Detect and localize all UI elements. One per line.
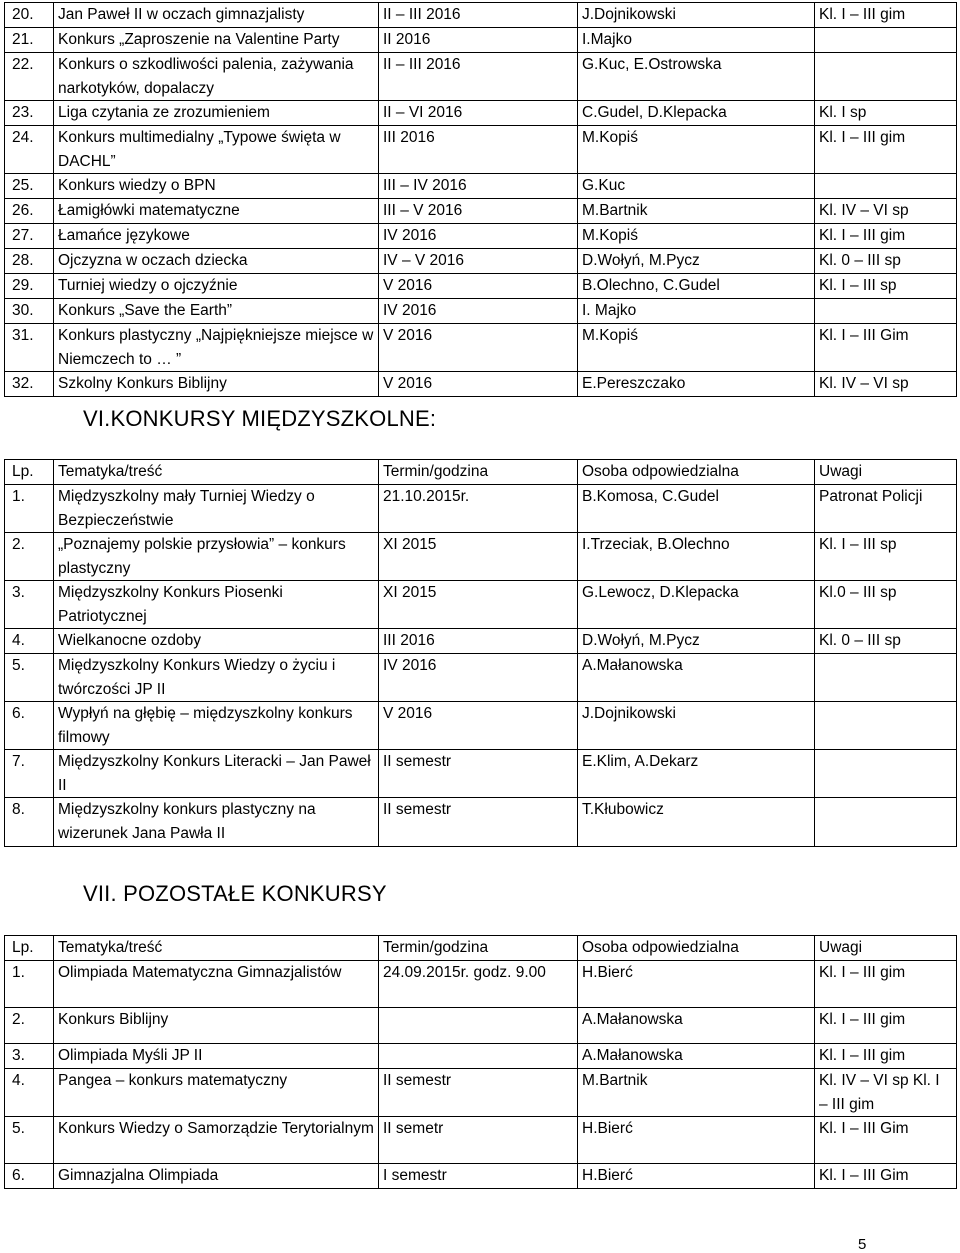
row-person: M.Bartnik bbox=[578, 1069, 815, 1117]
table-row bbox=[5, 702, 957, 750]
row-person: J.Dojnikowski bbox=[578, 3, 815, 28]
row-notes: Kl. 0 – III sp bbox=[815, 249, 957, 274]
row-notes: Kl. I – III sp bbox=[815, 274, 957, 299]
row-notes: Kl. I – III gim bbox=[815, 961, 957, 1008]
header-topic: Tematyka/treść bbox=[54, 460, 379, 485]
header-date: Termin/godzina bbox=[379, 936, 578, 961]
table-row bbox=[5, 101, 957, 126]
row-number: 2. bbox=[5, 1008, 54, 1044]
row-topic: Konkurs multimedialny „Typowe święta w DACHL” bbox=[54, 126, 379, 174]
row-notes bbox=[815, 702, 957, 750]
header-person: Osoba odpowiedzialna bbox=[578, 460, 815, 485]
row-notes: Patronat Policji bbox=[815, 485, 957, 533]
table-row bbox=[5, 324, 957, 372]
row-topic: Konkurs wiedzy o BPN bbox=[54, 174, 379, 199]
row-date bbox=[379, 1008, 578, 1044]
table-row bbox=[5, 249, 957, 274]
row-notes: Kl. I – III gim bbox=[815, 1008, 957, 1044]
row-topic: Wielkanocne ozdoby bbox=[54, 629, 379, 654]
table-row bbox=[5, 798, 957, 847]
row-number: 1. bbox=[5, 961, 54, 1008]
row-number: 4. bbox=[5, 629, 54, 654]
row-person: A.Małanowska bbox=[578, 1044, 815, 1069]
row-topic: Jan Paweł II w oczach gimnazjalisty bbox=[54, 3, 379, 28]
row-date: V 2016 bbox=[379, 372, 578, 397]
table-row bbox=[5, 533, 957, 581]
row-number: 25. bbox=[5, 174, 54, 199]
row-date: I semestr bbox=[379, 1164, 578, 1189]
row-number: 27. bbox=[5, 224, 54, 249]
row-number: 5. bbox=[5, 654, 54, 702]
row-person: B.Olechno, C.Gudel bbox=[578, 274, 815, 299]
row-date: III – V 2016 bbox=[379, 199, 578, 224]
table-row bbox=[5, 1044, 957, 1069]
page-number: 5 bbox=[858, 1236, 867, 1253]
row-person: I.Majko bbox=[578, 28, 815, 53]
other-competitions-table bbox=[4, 935, 957, 1189]
row-topic: Konkurs Biblijny bbox=[54, 1008, 379, 1044]
row-topic: Olimpiada Myśli JP II bbox=[54, 1044, 379, 1069]
row-number: 7. bbox=[5, 750, 54, 798]
row-number: 1. bbox=[5, 485, 54, 533]
table-row bbox=[5, 372, 957, 397]
table-header-row bbox=[5, 460, 957, 485]
row-person: C.Gudel, D.Klepacka bbox=[578, 101, 815, 126]
row-topic: Łamańce językowe bbox=[54, 224, 379, 249]
table-row bbox=[5, 1008, 957, 1044]
row-person: G.Lewocz, D.Klepacka bbox=[578, 581, 815, 629]
table-row bbox=[5, 174, 957, 199]
row-date: III 2016 bbox=[379, 126, 578, 174]
row-topic: Międzyszkolny Konkurs Wiedzy o życiu i twórczości JP II bbox=[54, 654, 379, 702]
row-topic: Konkurs „Zaproszenie na Valentine Party bbox=[54, 28, 379, 53]
row-notes bbox=[815, 174, 957, 199]
row-topic: Olimpiada Matematyczna Gimnazjalistów bbox=[54, 961, 379, 1008]
row-notes: Kl. I sp bbox=[815, 101, 957, 126]
table-row bbox=[5, 299, 957, 324]
row-person: I. Majko bbox=[578, 299, 815, 324]
row-number: 23. bbox=[5, 101, 54, 126]
header-number: Lp. bbox=[5, 936, 54, 961]
row-person: H.Bierć bbox=[578, 961, 815, 1008]
row-notes: Kl. I – III Gim bbox=[815, 1164, 957, 1189]
row-date: IV – V 2016 bbox=[379, 249, 578, 274]
row-notes: Kl.0 – III sp bbox=[815, 581, 957, 629]
row-date: V 2016 bbox=[379, 274, 578, 299]
section-heading-other: VII. POZOSTAŁE KONKURSY bbox=[83, 881, 387, 906]
inter-school-table bbox=[4, 459, 957, 847]
row-notes bbox=[815, 28, 957, 53]
table-row bbox=[5, 1117, 957, 1164]
row-notes bbox=[815, 654, 957, 702]
row-number: 5. bbox=[5, 1117, 54, 1164]
row-person: T.Kłubowicz bbox=[578, 798, 815, 847]
row-date bbox=[379, 1044, 578, 1069]
row-person: M.Bartnik bbox=[578, 199, 815, 224]
table-row bbox=[5, 629, 957, 654]
row-number: 30. bbox=[5, 299, 54, 324]
table-row bbox=[5, 274, 957, 299]
row-date: II – III 2016 bbox=[379, 53, 578, 101]
row-notes: Kl. I – III Gim bbox=[815, 324, 957, 372]
row-number: 24. bbox=[5, 126, 54, 174]
table-row bbox=[5, 53, 957, 101]
table-row bbox=[5, 224, 957, 249]
row-number: 20. bbox=[5, 3, 54, 28]
table-row bbox=[5, 961, 957, 1008]
row-date: II semestr bbox=[379, 798, 578, 847]
row-date: III – IV 2016 bbox=[379, 174, 578, 199]
row-person: D.Wołyń, M.Pycz bbox=[578, 249, 815, 274]
row-number: 6. bbox=[5, 702, 54, 750]
row-person: A.Małanowska bbox=[578, 1008, 815, 1044]
row-number: 2. bbox=[5, 533, 54, 581]
row-notes bbox=[815, 299, 957, 324]
row-notes: Kl. IV – VI sp bbox=[815, 199, 957, 224]
row-notes: Kl. I – III sp bbox=[815, 533, 957, 581]
row-date: IV 2016 bbox=[379, 654, 578, 702]
row-number: 8. bbox=[5, 798, 54, 847]
row-notes: Kl. I – III gim bbox=[815, 224, 957, 249]
row-topic: Liga czytania ze zrozumieniem bbox=[54, 101, 379, 126]
row-person: A.Małanowska bbox=[578, 654, 815, 702]
row-topic: Konkurs Wiedzy o Samorządzie Terytorialnym bbox=[54, 1117, 379, 1164]
row-topic: Szkolny Konkurs Biblijny bbox=[54, 372, 379, 397]
row-topic: Międzyszkolny Konkurs Piosenki Patriotycznej bbox=[54, 581, 379, 629]
header-topic: Tematyka/treść bbox=[54, 936, 379, 961]
row-date: V 2016 bbox=[379, 702, 578, 750]
row-date: XI 2015 bbox=[379, 581, 578, 629]
row-number: 3. bbox=[5, 1044, 54, 1069]
row-topic: „Poznajemy polskie przysłowia” – konkurs plastyczny bbox=[54, 533, 379, 581]
row-number: 6. bbox=[5, 1164, 54, 1189]
row-number: 3. bbox=[5, 581, 54, 629]
row-date: II 2016 bbox=[379, 28, 578, 53]
row-person: I.Trzeciak, B.Olechno bbox=[578, 533, 815, 581]
row-date: V 2016 bbox=[379, 324, 578, 372]
row-topic: Konkurs plastyczny „Najpiękniejsze miejsce w Niemczech to … ” bbox=[54, 324, 379, 372]
row-person: J.Dojnikowski bbox=[578, 702, 815, 750]
row-date: II semestr bbox=[379, 1069, 578, 1117]
row-notes: Kl. IV – VI sp Kl. I – III gim bbox=[815, 1069, 957, 1117]
row-topic: Gimnazjalna Olimpiada bbox=[54, 1164, 379, 1189]
row-number: 21. bbox=[5, 28, 54, 53]
table-row bbox=[5, 581, 957, 629]
row-person: G.Kuc bbox=[578, 174, 815, 199]
table-row bbox=[5, 1069, 957, 1117]
row-date: 21.10.2015r. bbox=[379, 485, 578, 533]
row-date: IV 2016 bbox=[379, 224, 578, 249]
row-topic: Międzyszkolny Konkurs Literacki – Jan Paweł II bbox=[54, 750, 379, 798]
row-notes: Kl. 0 – III sp bbox=[815, 629, 957, 654]
row-topic: Konkurs „Save the Earth” bbox=[54, 299, 379, 324]
row-date: II semetr bbox=[379, 1117, 578, 1164]
header-person: Osoba odpowiedzialna bbox=[578, 936, 815, 961]
row-person: E.Pereszczako bbox=[578, 372, 815, 397]
row-date: XI 2015 bbox=[379, 533, 578, 581]
row-person: M.Kopiś bbox=[578, 126, 815, 174]
table-row bbox=[5, 750, 957, 798]
row-number: 4. bbox=[5, 1069, 54, 1117]
table-row bbox=[5, 199, 957, 224]
row-notes bbox=[815, 750, 957, 798]
row-date: III 2016 bbox=[379, 629, 578, 654]
row-number: 26. bbox=[5, 199, 54, 224]
table-row bbox=[5, 485, 957, 533]
row-topic: Pangea – konkurs matematyczny bbox=[54, 1069, 379, 1117]
row-topic: Wypłyń na głębię – międzyszkolny konkurs filmowy bbox=[54, 702, 379, 750]
table-row bbox=[5, 28, 957, 53]
row-topic: Turniej wiedzy o ojczyźnie bbox=[54, 274, 379, 299]
row-date: II semestr bbox=[379, 750, 578, 798]
table-header-row bbox=[5, 936, 957, 961]
row-topic: Międzyszkolny mały Turniej Wiedzy o Bezpieczeństwie bbox=[54, 485, 379, 533]
header-date: Termin/godzina bbox=[379, 460, 578, 485]
row-number: 31. bbox=[5, 324, 54, 372]
row-notes: Kl. I – III gim bbox=[815, 3, 957, 28]
row-date: 24.09.2015r. godz. 9.00 bbox=[379, 961, 578, 1008]
row-person: M.Kopiś bbox=[578, 224, 815, 249]
row-person: M.Kopiś bbox=[578, 324, 815, 372]
row-date: II – III 2016 bbox=[379, 3, 578, 28]
row-topic: Łamigłówki matematyczne bbox=[54, 199, 379, 224]
row-date: II – VI 2016 bbox=[379, 101, 578, 126]
row-notes bbox=[815, 798, 957, 847]
row-notes: Kl. I – III Gim bbox=[815, 1117, 957, 1164]
row-notes: Kl. I – III gim bbox=[815, 126, 957, 174]
row-topic: Międzyszkolny konkurs plastyczny na wizerunek Jana Pawła II bbox=[54, 798, 379, 847]
row-notes: Kl. IV – VI sp bbox=[815, 372, 957, 397]
row-person: E.Klim, A.Dekarz bbox=[578, 750, 815, 798]
row-number: 22. bbox=[5, 53, 54, 101]
row-person: B.Komosa, C.Gudel bbox=[578, 485, 815, 533]
row-date: IV 2016 bbox=[379, 299, 578, 324]
row-notes: Kl. I – III gim bbox=[815, 1044, 957, 1069]
row-person: H.Bierć bbox=[578, 1117, 815, 1164]
row-number: 28. bbox=[5, 249, 54, 274]
table-row bbox=[5, 3, 957, 28]
table-row bbox=[5, 654, 957, 702]
row-person: D.Wołyń, M.Pycz bbox=[578, 629, 815, 654]
row-number: 29. bbox=[5, 274, 54, 299]
row-number: 32. bbox=[5, 372, 54, 397]
row-person: G.Kuc, E.Ostrowska bbox=[578, 53, 815, 101]
header-number: Lp. bbox=[5, 460, 54, 485]
row-topic: Ojczyzna w oczach dziecka bbox=[54, 249, 379, 274]
row-topic: Konkurs o szkodliwości palenia, zażywania narkotyków, dopalaczy bbox=[54, 53, 379, 101]
table-row bbox=[5, 126, 957, 174]
section-heading-inter-school: VI.KONKURSY MIĘDZYSZKOLNE: bbox=[83, 406, 437, 431]
row-person: H.Bierć bbox=[578, 1164, 815, 1189]
row-notes bbox=[815, 53, 957, 101]
header-notes: Uwagi bbox=[815, 460, 957, 485]
table-row bbox=[5, 1164, 957, 1189]
header-notes: Uwagi bbox=[815, 936, 957, 961]
competitions-table-continued bbox=[4, 2, 957, 397]
